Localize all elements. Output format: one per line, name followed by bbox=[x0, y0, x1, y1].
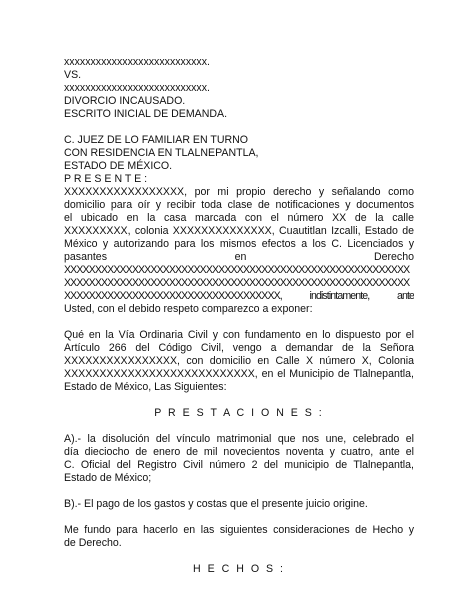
demand-paragraph bbox=[64, 329, 414, 394]
plaintiff-name: xxxxxxxxxxxxxxxxxxxxxxxxxxx. bbox=[64, 56, 210, 68]
prestacion-a-line: A).- la disolución del vínculo matrimonial que nos une, celebrado el bbox=[64, 433, 414, 445]
intro-line: XXXXXXXXXXXXXXXXXXXXXXXXXXXXXXXXXXX, indistintamente, ante bbox=[64, 290, 414, 302]
document-body bbox=[64, 56, 414, 576]
fundamento-line: de Derecho. bbox=[64, 537, 122, 549]
intro-line: XXXXXXXXXXXXXXXXXXXXXXXXXXXXXXXXXXXXXXXXXXXXXXXXXXXXXXXX bbox=[64, 277, 410, 289]
hechos-heading: H E C H O S : bbox=[193, 563, 285, 575]
intro-paragraph bbox=[64, 186, 414, 316]
addressee-judge: C. JUEZ DE LO FAMILIAR EN TURNO bbox=[64, 134, 249, 146]
fundamento-line: Me fundo para hacerlo en las siguientes consideraciones de Hecho y bbox=[64, 524, 414, 536]
intro-line: XXXXXXXXXXXXXXXXXXXXXXXXXXXXXXXXXXXXXXXXXXXXXXXXXXXXXXXX bbox=[64, 264, 410, 276]
prestacion-a-line: Estado de México; bbox=[64, 472, 152, 484]
prestacion-a-line: día dieciocho de enero de mil novecientos noventa y cuatro, ante el bbox=[64, 446, 414, 458]
intro-line: domicilio para oír y recibir toda clase de notificaciones y documentos bbox=[64, 199, 414, 211]
spacer bbox=[64, 121, 414, 134]
defendant-name: xxxxxxxxxxxxxxxxxxxxxxxxxxx. bbox=[64, 82, 210, 94]
intro-line: XXXXXXXXXXXXXXXXX, por mi propio derecho y señalando como bbox=[64, 186, 414, 198]
versus-label: VS. bbox=[64, 69, 82, 81]
addressee-block bbox=[64, 134, 414, 186]
intro-word: pasantes bbox=[64, 251, 107, 263]
spacer bbox=[64, 511, 414, 524]
case-header bbox=[64, 56, 414, 121]
intro-word: Derecho bbox=[373, 251, 414, 263]
case-type: DIVORCIO INCAUSADO. bbox=[64, 95, 186, 107]
intro-line: XXXXXXXXX, colonia XXXXXXXXXXXXXX, Cuautitlan Izcalli, Estado de bbox=[64, 225, 414, 237]
demand-line: Qué en la Vía Ordinaria Civil y con fundamento en lo dispuesto por el bbox=[64, 329, 414, 341]
demand-line: Artículo 266 del Código Civil, vengo a demandar de la Señora bbox=[64, 342, 414, 354]
demand-line: XXXXXXXXXXXXXXXX, con domicilio en Calle X número X, Colonia bbox=[64, 355, 414, 367]
demand-line: Estado de México, Las Siguientes: bbox=[64, 381, 227, 393]
spacer bbox=[64, 394, 414, 407]
spacer bbox=[64, 420, 414, 433]
intro-line: México y autorizando para los mismos efectos a los C. Licenciados y bbox=[64, 238, 414, 250]
fundamento-paragraph bbox=[64, 524, 414, 550]
prestaciones-heading: P R E S T A C I O N E S : bbox=[154, 407, 324, 419]
document-type: ESCRITO INICIAL DE DEMANDA. bbox=[64, 108, 228, 120]
spacer bbox=[64, 316, 414, 329]
presente-heading: P R E S E N T E : bbox=[64, 173, 148, 185]
addressee-residence: CON RESIDENCIA EN TLALNEPANTLA, bbox=[64, 147, 259, 159]
prestacion-a-line: C. Oficial del Registro Civil número 2 del municipio de Tlalnepantla, bbox=[64, 459, 414, 471]
addressee-state: ESTADO DE MÉXICO. bbox=[64, 160, 173, 172]
intro-line: el ubicado en la casa marcada con el número XX de la calle bbox=[64, 212, 414, 224]
intro-word: en bbox=[234, 251, 247, 263]
prestacion-a bbox=[64, 433, 414, 485]
prestacion-b: B).- El pago de los gastos y costas que el presente juicio origine. bbox=[64, 498, 368, 510]
intro-line: Usted, con el debido respeto comparezco a exponer: bbox=[64, 303, 313, 315]
demand-line: XXXXXXXXXXXXXXXXXXXXXXXXXXX, en el Municipio de Tlalnepantla, bbox=[64, 368, 414, 380]
spacer bbox=[64, 550, 414, 563]
intro-line bbox=[64, 251, 414, 264]
spacer bbox=[64, 485, 414, 498]
